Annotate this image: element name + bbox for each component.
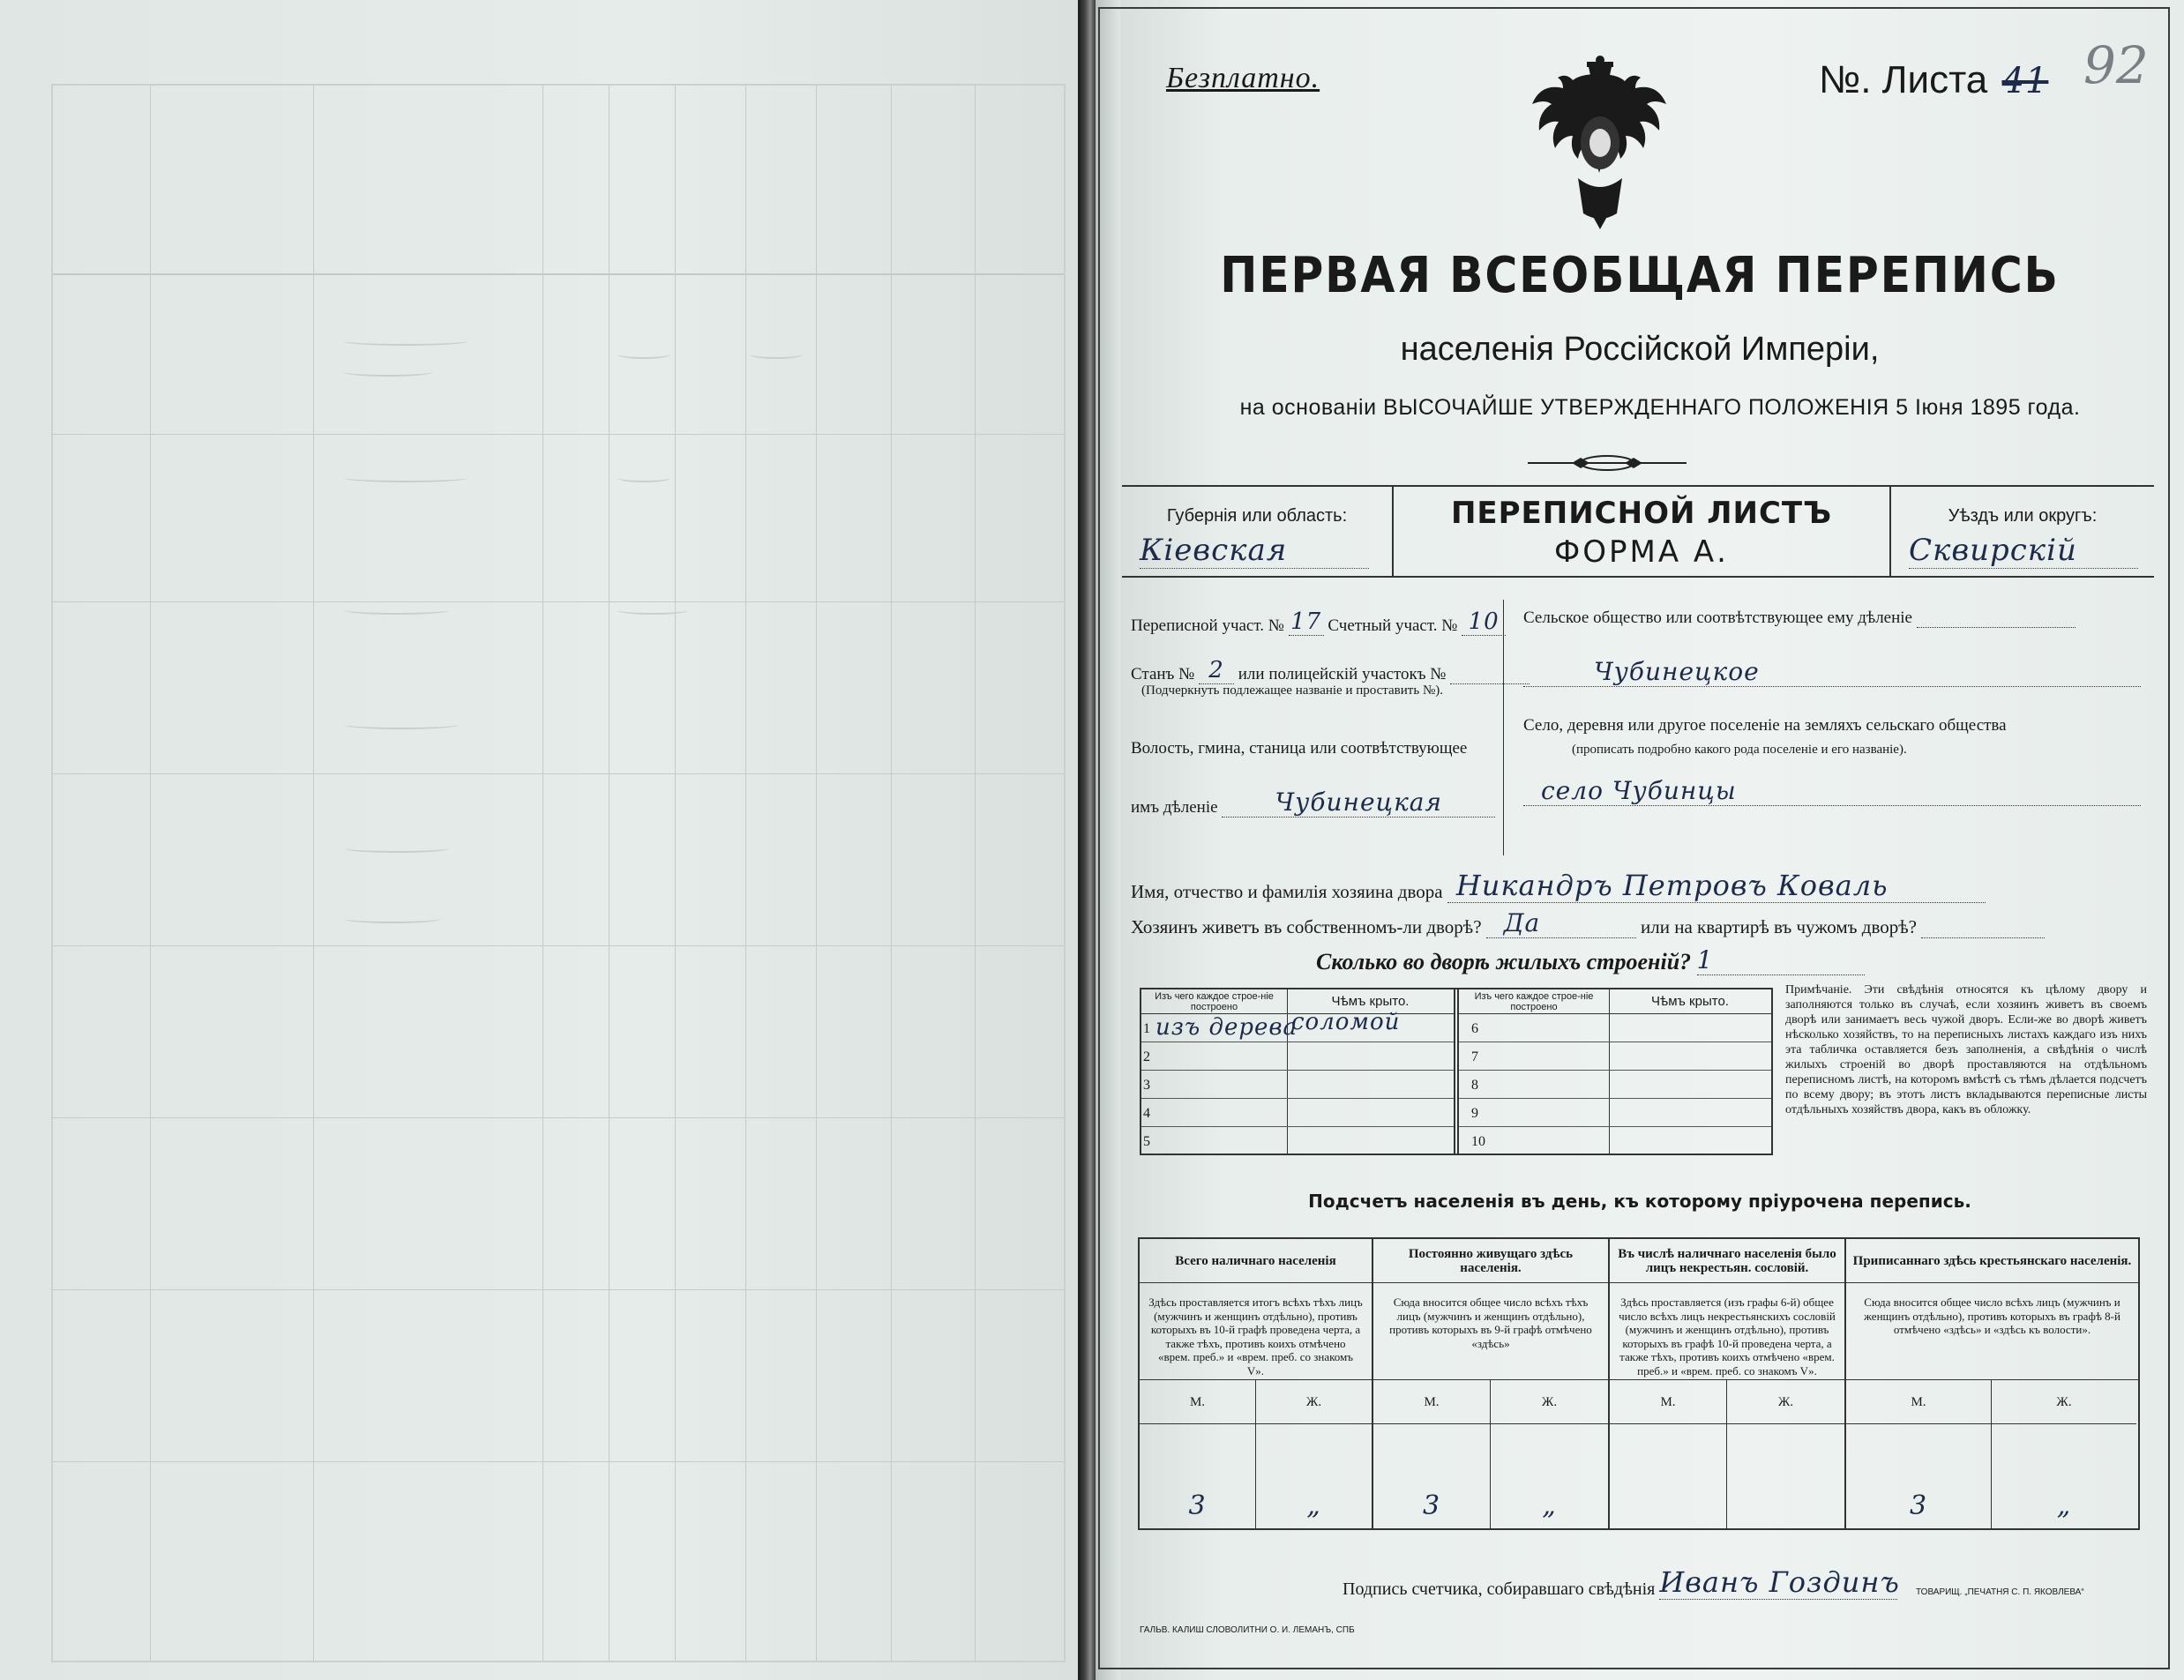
- bt-col-roof-left: Чѣмъ крыто.: [1287, 989, 1454, 1014]
- column-divider: [1503, 600, 1504, 855]
- male-count: 3: [1188, 1490, 1207, 1521]
- female-label: Ж.: [1992, 1380, 2136, 1424]
- form-subtitle: населенія Россійской Имперіи,: [1400, 331, 1880, 368]
- male-count-cell: [1610, 1424, 1727, 1530]
- building-row-number: 3: [1143, 1078, 1150, 1093]
- building-row: [1141, 1071, 1454, 1099]
- society-value: Чубинецкое: [1523, 657, 2141, 687]
- census-form-page: [1096, 0, 2184, 1680]
- volost-row: [1131, 788, 1495, 818]
- building-roof: соломой: [1291, 1009, 1401, 1035]
- male-count-cell: [1140, 1424, 1256, 1530]
- male-label: М.: [1610, 1380, 1727, 1424]
- building-row: [1141, 1127, 1454, 1155]
- left-page-back-side: [0, 0, 1078, 1680]
- female-count: „: [1542, 1490, 1557, 1521]
- double-headed-eagle-emblem-icon: [1525, 55, 1675, 231]
- form-identity-box: [1122, 485, 2154, 578]
- count-column-head: Всего наличнаго населенія: [1140, 1239, 1372, 1283]
- owner-name-label: Имя, отчество и фамилія хозяина двора: [1131, 881, 1443, 902]
- society-value-row: [1523, 657, 2141, 687]
- village-value: село Чубинцы: [1523, 776, 2141, 806]
- building-row: [1141, 1009, 1454, 1042]
- count-column-desc: Сюда вносится общее число всѣхъ тѣхъ лицъ (мужчинъ и женщинъ отдѣльно), противъ которыхъ въ 9-й графѣ отмѣчено «здѣсь»: [1373, 1283, 1608, 1380]
- count-column-total: [1140, 1239, 1373, 1528]
- book-binding: [1078, 0, 1096, 1680]
- building-row: [1459, 1014, 1771, 1042]
- male-label: М.: [1140, 1380, 1256, 1424]
- rented-yard-label: или на квартирѣ въ чужомъ дворѣ?: [1641, 916, 1917, 937]
- building-row: [1459, 1042, 1771, 1071]
- female-count-cell: [1256, 1424, 1372, 1530]
- buildings-table: [1140, 988, 1773, 1155]
- building-row: [1459, 1099, 1771, 1127]
- society-row: [1523, 609, 2076, 628]
- female-label: Ж.: [1727, 1380, 1844, 1424]
- building-row-number: 5: [1143, 1134, 1150, 1149]
- village-value-row: [1523, 776, 2141, 806]
- building-row-number: 9: [1471, 1106, 1478, 1121]
- census-area-row: [1131, 609, 1506, 636]
- bt-col-material-left: Изъ чего каждое строе-ніе построено: [1141, 989, 1287, 1014]
- stan-label: Станъ №: [1131, 665, 1195, 683]
- count-column-desc: Сюда вносится общее число всѣхъ лицъ (мужчинъ и женщинъ отдѣльно), противъ которыхъ въ графѣ 8-й отмѣчено «здѣсь» и «здѣсь къ волости».: [1846, 1283, 2138, 1380]
- bt-col-roof-right: Чѣмъ крыто.: [1609, 989, 1771, 1014]
- count-column-peasant: [1846, 1239, 2138, 1528]
- building-material: изъ дерева: [1156, 1014, 1298, 1041]
- bt-col-material-right: Изъ чего каждое строе-ніе построено: [1459, 989, 1609, 1014]
- village-label: Село, деревня или другое поселеніе на земляхъ сельскаго общества: [1523, 716, 2007, 735]
- form-legal-basis: на основаніи ВЫСОЧАЙШЕ УТВЕРЖДЕННАГО ПОЛОЖЕНІЯ 5 Іюня 1895 года.: [1239, 395, 2081, 420]
- own-yard-value: Да: [1486, 908, 1636, 938]
- counting-area-label: Счетный участ. №: [1328, 616, 1458, 635]
- female-label: Ж.: [1256, 1380, 1372, 1424]
- count-column-desc: Здѣсь проставляется итогъ всѣхъ тѣхъ лицъ (мужчинъ и женщинъ отдѣльно), противъ которыхъ въ 10-й графѣ проведена черта, а также тѣхъ, противъ коихъ отмѣчено «врем. преб.» и «врем. преб. со знакомъ V».: [1140, 1283, 1372, 1380]
- female-count-cell: [1727, 1424, 1844, 1530]
- sheet-type-title: ПЕРЕПИСНОЙ ЛИСТЪ: [1450, 496, 1833, 531]
- ornament-divider: [1519, 450, 1695, 476]
- male-count-cell: [1846, 1424, 1992, 1530]
- district-cell: [1889, 487, 2154, 576]
- society-label: Сельское общество или соотвѣтствующее ему дѣленіе: [1523, 609, 1912, 627]
- building-row: [1141, 1099, 1454, 1127]
- count-column-head: Приписаннаго здѣсь крестьянскаго населенія.: [1846, 1239, 2138, 1283]
- buildings-count-row: [1316, 945, 1865, 975]
- census-area-label: Переписной участ. №: [1131, 616, 1284, 635]
- building-row-number: 10: [1471, 1134, 1485, 1149]
- owner-name-value: Никандръ Петровъ Коваль: [1447, 869, 1986, 903]
- count-column-permanent: [1373, 1239, 1610, 1528]
- own-yard-label: Хозяинъ живетъ въ собственномъ-ли дворѣ?: [1131, 916, 1482, 937]
- building-row-number: 2: [1143, 1049, 1150, 1064]
- bleed-through-header: [53, 86, 1064, 275]
- building-row-number: 4: [1143, 1106, 1150, 1121]
- male-count: 3: [1909, 1490, 1928, 1521]
- buildings-count-value: 1: [1697, 945, 1865, 975]
- count-column-desc: Здѣсь проставляется (изъ графы 6-й) общее число всѣхъ лицъ некрестьянскихъ сословій (мужчинъ и женщинъ отдѣльно), противъ которыхъ въ графѣ 10-й проведена черта, а также тѣхъ, противъ коихъ отмѣчено «врем. преб.» и «врем. преб. со знакомъ V».: [1610, 1283, 1844, 1380]
- sheet-label: №. Листа: [1819, 58, 1988, 101]
- stan-row: [1131, 657, 1530, 684]
- printer-mark-left: ГАЛЬВ. КАЛИШ СЛОВОЛИТНИ О. И. ЛЕМАНЪ, СПБ: [1140, 1625, 1355, 1635]
- bleed-through-table: [51, 84, 1066, 1662]
- male-label: М.: [1373, 1380, 1491, 1424]
- province-cell: [1122, 487, 1394, 576]
- building-row: [1459, 1127, 1771, 1155]
- own-yard-row: [1131, 908, 2045, 938]
- female-count-cell: [1491, 1424, 1608, 1530]
- province-label: Губернія или область:: [1166, 506, 1348, 526]
- building-row: [1459, 1071, 1771, 1099]
- building-row: [1141, 1042, 1454, 1071]
- building-row-number: 7: [1471, 1049, 1478, 1064]
- pencil-page-number: 92: [2083, 35, 2149, 95]
- district-label: Уѣздъ или округъ:: [1948, 506, 2098, 526]
- population-count-table: [1138, 1237, 2140, 1530]
- building-row-number: 8: [1471, 1078, 1478, 1093]
- signature-row: [1343, 1565, 1900, 1600]
- male-label: М.: [1846, 1380, 1992, 1424]
- census-area-value: 17: [1289, 609, 1324, 636]
- printer-mark-right: ТОВАРИЩ. „ПЕЧАТНЯ С. П. ЯКОВЛЕВА“: [1916, 1587, 2084, 1597]
- count-column-head: Въ числѣ наличнаго населенія было лицъ некрестьян. сословій.: [1610, 1239, 1844, 1283]
- form-title: ПЕРВАЯ ВСЕОБЩАЯ ПЕРЕПИСЬ: [1220, 247, 2060, 304]
- free-label: Безплатно.: [1166, 62, 1320, 94]
- volost-label-2: имъ дѣленіе: [1131, 798, 1218, 817]
- building-row-number: 6: [1471, 1021, 1478, 1036]
- buildings-count-label: Сколько во дворѣ жилыхъ строеній?: [1316, 949, 1692, 974]
- female-label: Ж.: [1491, 1380, 1608, 1424]
- buildings-note: Примѣчаніе. Эти свѣдѣнія относятся къ цѣлому двору и заполняются только въ случаѣ, если хозяинъ живетъ въ своемъ дворѣ или занимаетъ весь чужой дворъ. Если-же во дворѣ живетъ нѣсколько хозяйствъ, то на переписныхъ листахъ каждаго изъ нихъ эта табличка оставляется безъ заполненія, а свѣдѣнія о числѣ жилыхъ строеній во дворѣ проставляются на отдѣльномъ переписномъ листѣ, на которомъ вмѣстѣ съ тѣмъ дѣлается подсчетъ по всему двору; въ этотъ листъ вкладываются переписные листы отдѣльныхъ хозяйствъ двора, какъ въ обложку.: [1785, 983, 2147, 1116]
- count-column-head: Постоянно живущаго здѣсь населенія.: [1373, 1239, 1608, 1283]
- signature-value: Иванъ Гоздинъ: [1659, 1565, 1900, 1599]
- female-count: „: [1306, 1490, 1321, 1521]
- owner-name-row: [1131, 869, 1986, 903]
- female-count-cell: [1992, 1424, 2136, 1530]
- district-value: Сквирскій: [1909, 533, 2138, 569]
- female-count: „: [2056, 1490, 2072, 1521]
- sheet-number-struck: 41: [2001, 61, 2049, 101]
- province-value: Кіевская: [1140, 533, 1369, 569]
- count-section-title: Подсчетъ населенія въ день, къ которому пріурочена перепись.: [1308, 1191, 1971, 1212]
- signature-label: Подпись счетчика, собиравшаго свѣдѣнія: [1343, 1579, 1656, 1599]
- police-station-label: или полицейскій участокъ №: [1238, 665, 1447, 683]
- sheet-number: [1819, 58, 2048, 102]
- volost-label: Волость, гмина, станица или соотвѣтствующее: [1131, 739, 1468, 758]
- stan-note: (Подчеркнуть подлежащее названіе и проставить №).: [1141, 683, 1443, 698]
- form-letter: ФОРМА А.: [1553, 534, 1729, 570]
- building-row-number: 1: [1143, 1021, 1150, 1036]
- counting-area-value: 10: [1462, 609, 1506, 636]
- stan-value: 2: [1199, 657, 1234, 684]
- count-column-non-peasant: [1610, 1239, 1846, 1528]
- village-note: (прописать подробно какого рода поселеніе и его названіе).: [1572, 743, 1907, 757]
- volost-value: Чубинецкая: [1222, 788, 1495, 818]
- male-count-cell: [1373, 1424, 1491, 1530]
- male-count: 3: [1422, 1490, 1441, 1521]
